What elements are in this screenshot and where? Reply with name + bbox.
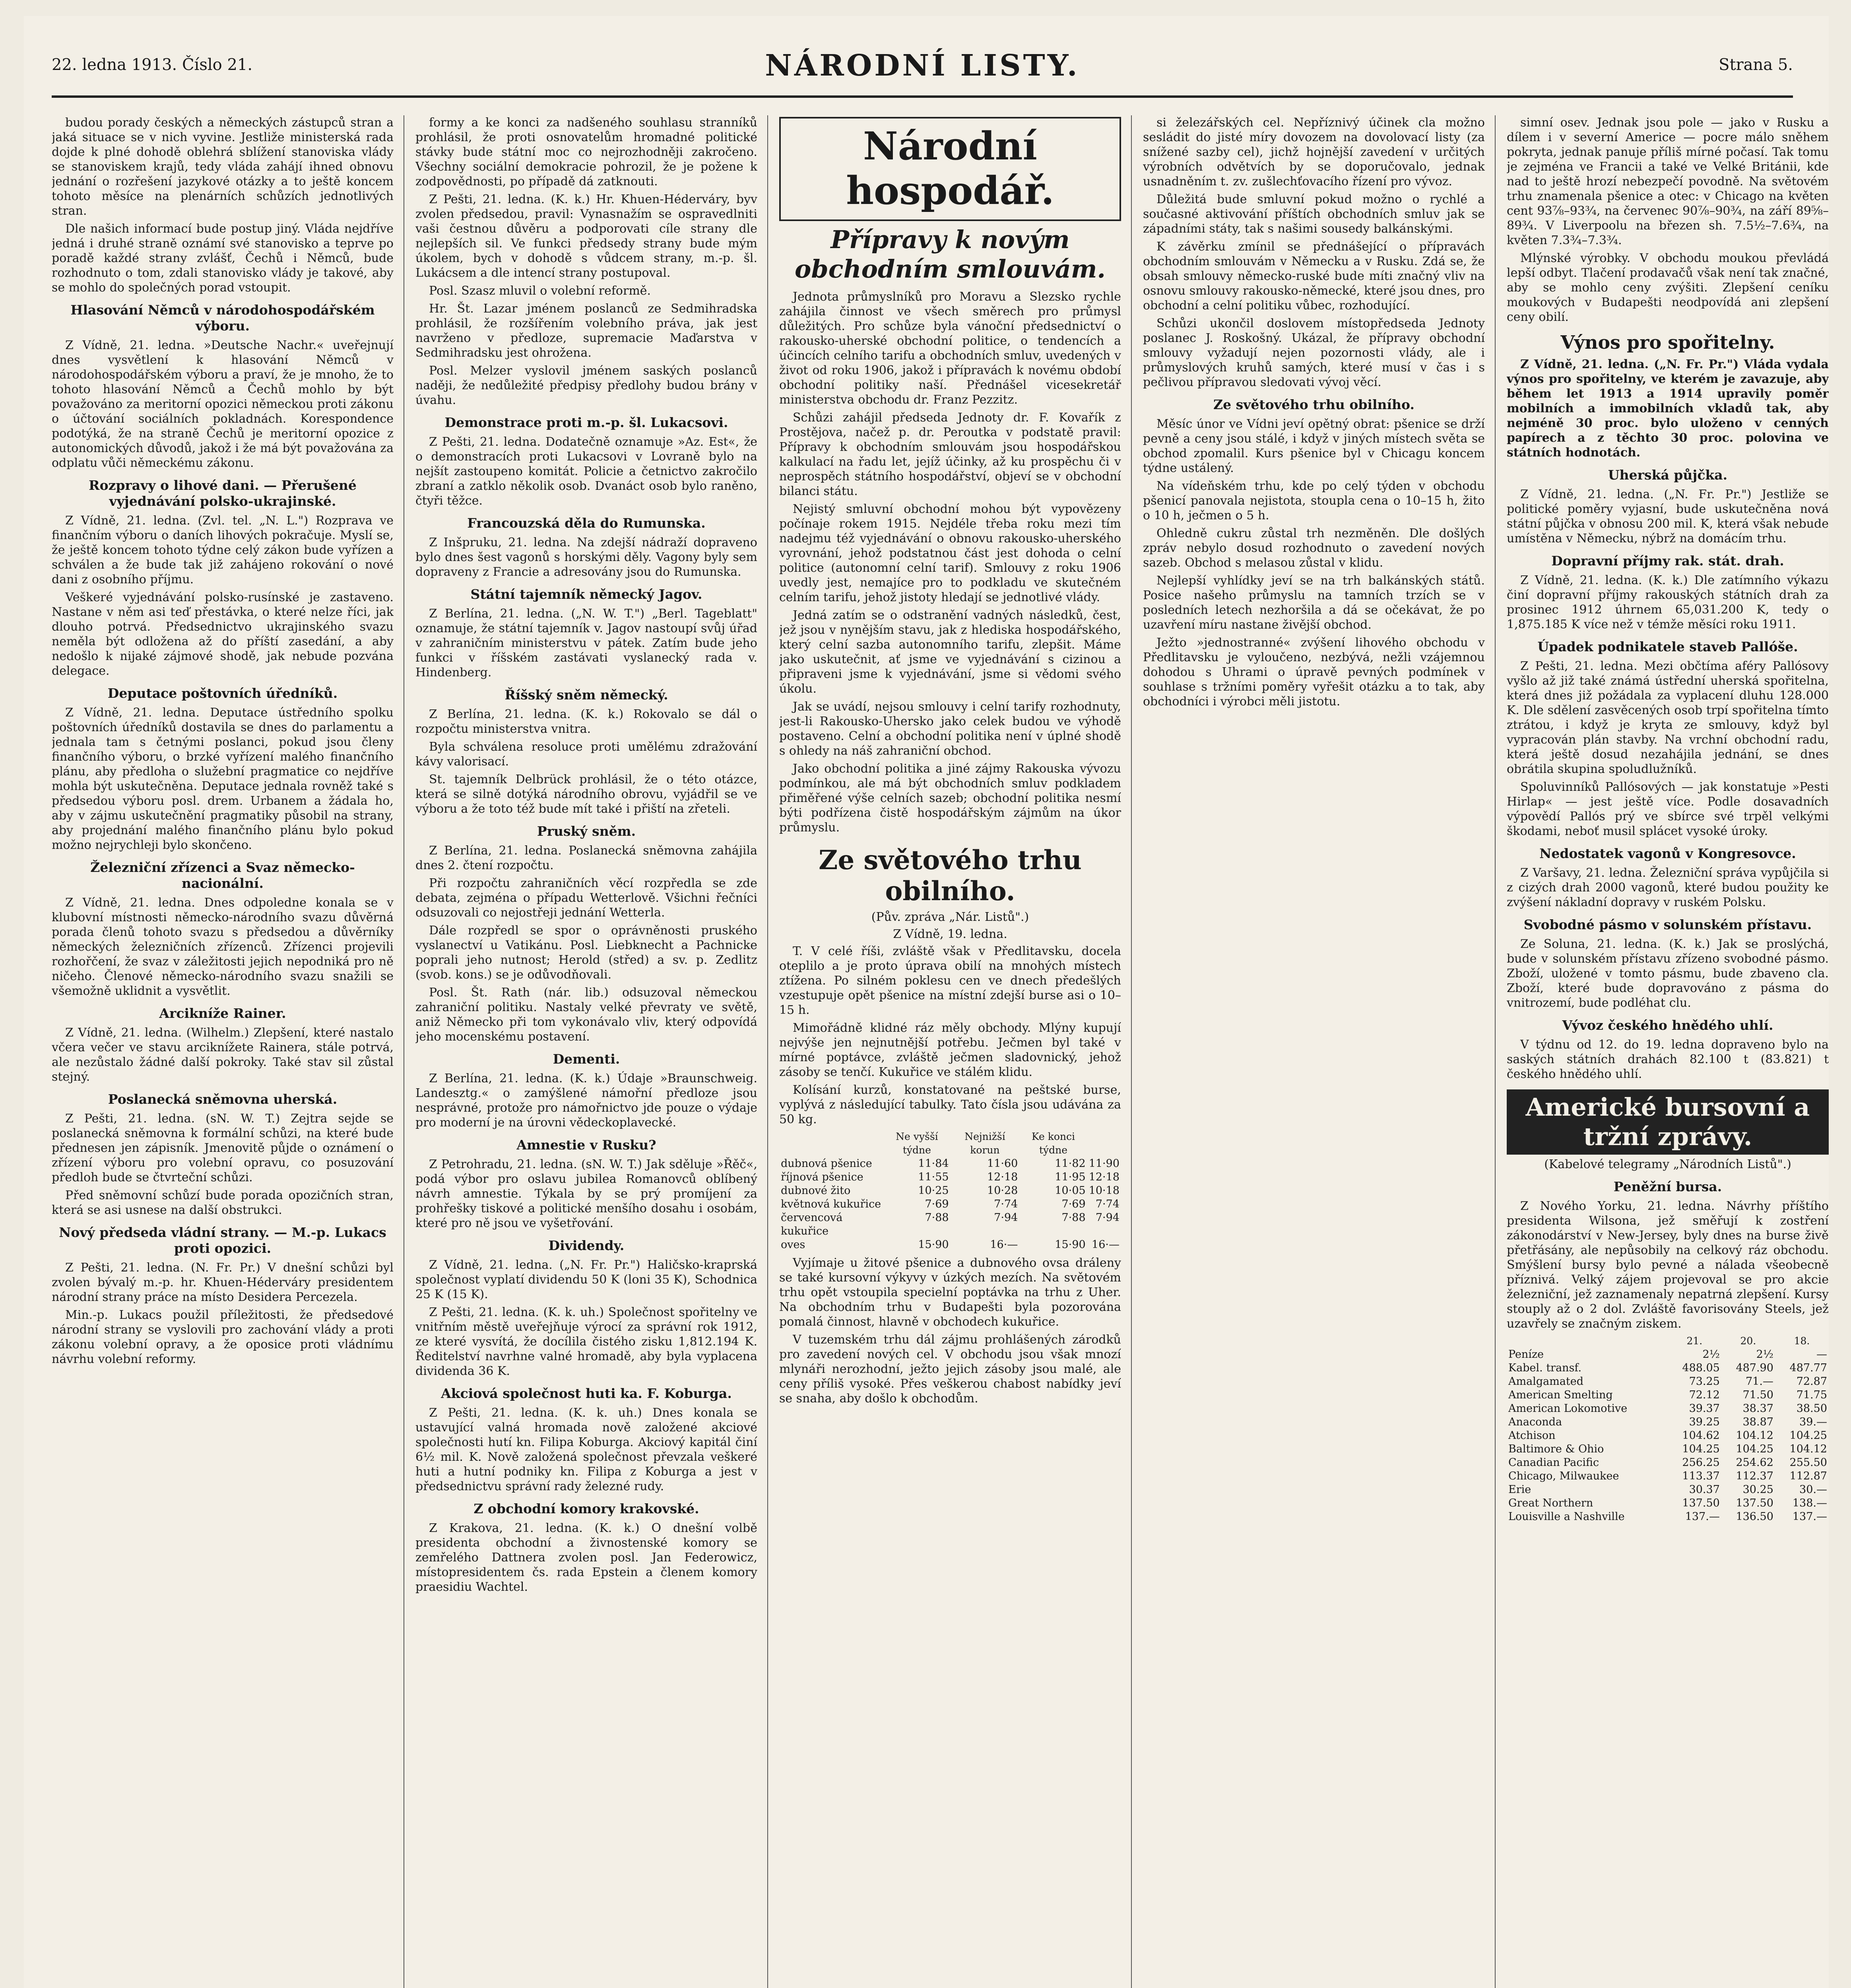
paragraph: Dle našich informací bude postup jiný. Vláda nejdříve jedná i druhé straně oznámí své stanovisko a teprve po poradě každé strany zvlášť, Čechů i Němců, bude rozhodnuto o tom, zdali stanovisko vlády je takové, aby se mohlo do společných porad vstoupit. bbox=[52, 222, 394, 295]
article-heading: Rozpravy o lihové dani. — Přerušené vyjednávání polsko-ukrajinské. bbox=[89, 478, 357, 509]
table-row bbox=[1507, 1402, 1829, 1415]
article-heading: Státní tajemník německý Jagov. bbox=[470, 586, 702, 602]
table-cell: 10·05 bbox=[1055, 1184, 1086, 1197]
section-title: Národní hospodář. bbox=[779, 117, 1121, 221]
table-cell: 104.12 bbox=[1736, 1429, 1773, 1442]
paragraph: Vyjímaje u žitové pšenice a dubnového ovsa dráleny se také kursovní výkyvy v úzkých mezích. Na světovém trhu opět vstoupila specielní poptávka na trhu z Uher. Na obchodním trhu v Budapešti byla pozorována pomalá činnost, hlavně v obchodech kukuřice. bbox=[779, 1256, 1121, 1329]
table-cell: Peníze bbox=[1508, 1348, 1544, 1361]
paragraph: Jedná zatím se o odstranění vadných následků, čest, jež jsou v nynějším stavu, jak z hlediska hospodářského, který celní sazba autonomního tarifu, zlepšit. Máme jako uskutečnit, ať jsme ve vyjednávání s cizinou a připraveni jsme k vyjednávání, jsme si vědomi svého úkolu. bbox=[779, 608, 1121, 696]
newspaper-title: NÁRODNÍ LISTY. bbox=[765, 49, 1080, 83]
paragraph: K závěrku zmínil se přednášející o přípravách obchodním smlouvám v Německu a v Rusku. Zdá se, že obsah smlouvy německo-ruské bude míti značný vliv na osnovu smlouvy rakousko-německé, které jsou dnes, pro obchodní a celní politiku vůbec, rozhodující. bbox=[1143, 240, 1485, 313]
newspaper-page bbox=[24, 16, 1829, 1988]
section-banner: Americké bursovní a tržní zprávy. bbox=[1507, 1089, 1829, 1155]
paragraph: Jako obchodní politika a jiné zájmy Rakouska vývozu podmínkou, ale má být obchodních smluv podkladem přiměřené výše celních sazeb; obchodní politika nesmí býti podřízena čistě hospodářským zájmům na úkor průmyslu. bbox=[779, 762, 1121, 835]
paragraph: Jak se uvádí, nejsou smlouvy i celní tarify rozhodnuty, jest-li Rakousko-Uhersko jako celek budou ve výhodě postaveno. Celní a obchodní politika není v úplné shodě s ohledy na náš zahraniční obchod. bbox=[779, 700, 1121, 758]
table-row bbox=[1507, 1470, 1829, 1483]
table-cell: 10·25 bbox=[918, 1184, 949, 1197]
table-row bbox=[779, 1184, 1121, 1198]
paragraph: Z Pešti, 21. ledna. (K. k. uh.) Společnost spořitelny ve vnitřním městě uveřejňuje výrocí za správní rok 1912, ze které vysvítá, že docílila čistého zisku 1,812.194 K. Ředitelství navrhne valné hromadě, aby byla vyplacena dividenda 36 K. bbox=[415, 1305, 757, 1378]
table-cell: Kabel. transf. bbox=[1508, 1362, 1582, 1374]
table-cell: květnová kukuřice bbox=[781, 1198, 881, 1210]
table-cell: 71.— bbox=[1745, 1375, 1773, 1388]
table-cell: — bbox=[1816, 1348, 1827, 1361]
article-heading: Demonstrace proti m.-p. šl. Lukacsovi. bbox=[444, 415, 728, 430]
paragraph: Z Pešti, 21. ledna. Mezi občtíma aféry Pallósovy vyšlo až již také známá ústřední uherská spořitelna, která dnes již požádala za vyplacení dluhu 128.000 K. Dle sdělení zasvěcených osob trpí spořitelna tímto ztrátou, i když je kryta ze smlouvy, když byl vypracován plán stavby. Na vrchní obchodní radu, která ještě dosud nezahájila jednání, se dnes obrátila skupina spoludlužníků. bbox=[1507, 659, 1829, 776]
table-cell: 71.50 bbox=[1742, 1389, 1773, 1401]
table-row bbox=[1507, 1415, 1829, 1429]
paragraph: formy a ke konci za nadšeného souhlasu stranníků prohlásil, že proti osnovatelům hromadné politické stávky bude státní moc co nejrozhodněji zakročeno. Všechny sociální demokracie pohrozil, že je požene k zodpovědnosti, po případě dá zatknouti. bbox=[415, 116, 757, 188]
table-cell: 255.50 bbox=[1789, 1456, 1827, 1469]
paragraph: Při rozpočtu zahraničních věcí rozpředla se zde debata, zejména o případu Wetterlově. Všichni řečníci odsuzovali co nejostřeji jednání Wetterla. bbox=[415, 876, 757, 920]
paragraph: Na vídeňském trhu, kde po celý týden v obchodu pšenicí panovala nejistota, stoupla cena o 10–15 h, žito o 10 h, ječmen o 5 h. bbox=[1143, 479, 1485, 522]
table-cell: 488.05 bbox=[1682, 1362, 1720, 1374]
paragraph: Z Pešti, 21. ledna. (sN. W. T.) Zejtra sejde se poslanecká sněmovna k formální schůzi, na které bude přednesen jen zápisník. Jmenovitě půjde o oznámení o zřízení výboru pro volební opravu, co posuzování předloh bude se čtvrteční schůzi. bbox=[52, 1112, 394, 1184]
table-header-cell: 20. bbox=[1740, 1335, 1756, 1347]
paragraph: V tuzemském trhu dál zájmu prohlášených zárodků pro zavedení nových cel. V obchodu jsou však mnozí mlynáři nerozhodní, ježto jejich zásoby jsou malé, ale ceny příliš vysoké. Přes veškerou chabost nabídky jeví se snaha, aby došlo k obchodům. bbox=[779, 1333, 1121, 1406]
table-cell: říjnová pšenice bbox=[781, 1171, 863, 1183]
paragraph: Z Berlína, 21. ledna. (K. k.) Rokovalo se dál o rozpočtu ministerstva vnitra. bbox=[415, 707, 757, 736]
table-header-cell: Nejnižší korun bbox=[964, 1131, 1005, 1156]
table-cell: 136.50 bbox=[1736, 1510, 1773, 1523]
article-heading: Říšský sněm německý. bbox=[504, 687, 668, 703]
table-cell: American Lokomotive bbox=[1508, 1402, 1628, 1415]
table-cell: Chicago, Milwaukee bbox=[1508, 1470, 1619, 1482]
masthead bbox=[52, 40, 1793, 98]
table-cell: Erie bbox=[1508, 1483, 1531, 1496]
table-cell: 7·74 bbox=[1095, 1198, 1120, 1210]
table-cell: 7·69 bbox=[925, 1198, 949, 1210]
paragraph: Z Petrohradu, 21. ledna. (sN. W. T.) Jak sděluje »Řěč«, podá výbor pro oslavu jubilea Romanovců oblíbený návrh amnestie. Týkala by se prý promíjení za prohřešky tiskové a politické menšího dosahu i osobám, které pro ně jsou ve vyšetřování. bbox=[415, 1157, 757, 1230]
table-cell: 137.50 bbox=[1736, 1497, 1773, 1509]
paragraph: Schůzi ukončil doslovem místopředseda Jednoty poslanec J. Roskošný. Ukázal, že přípravy obchodní smlouvy vyžadují nejen pozornosti vlády, ale i průmyslových kruhů samých, které musí v čas i s pečlivou přípravou sledovati vývoj věcí. bbox=[1143, 316, 1485, 389]
table-cell: červencová kukuřice bbox=[781, 1211, 843, 1237]
article-heading: Železniční zřízenci a Svaz německo-nacionální. bbox=[90, 860, 355, 891]
table-cell: 15·90 bbox=[1055, 1239, 1086, 1251]
table-row bbox=[1507, 1375, 1829, 1388]
paragraph: Ohledně cukru zůstal trh nezměněn. Dle došlých zpráv nebylo dosud rozhodnuto o zavedení nových sazeb. Obchod s melasou zůstal v klidu. bbox=[1143, 526, 1485, 570]
source-note: (Pův. zpráva „Nár. Listů".) bbox=[871, 910, 1029, 924]
paragraph: Z Pešti, 21. ledna. (N. Fr. Pr.) V dnešní schůzi byl zvolen bývalý m.-p. hr. Khuen-Héderváry presidentem národní strany práce na místo Desidera Percezela. bbox=[52, 1261, 394, 1304]
article-heading: Pruský sněm. bbox=[537, 823, 636, 839]
table-cell: Louisville a Nashville bbox=[1508, 1510, 1625, 1523]
table-header-cell bbox=[1507, 1334, 1668, 1348]
article-heading: Dopravní příjmy rak. stát. drah. bbox=[1551, 553, 1784, 569]
article-heading: Deputace poštovních úředníků. bbox=[107, 685, 338, 701]
paragraph: Z Vídně, 21. ledna. Dnes odpoledne konala se v klubovní místnosti německo-národního svazu důvěrná porada členů tohoto svazu s předsedou a důvěrníky německých železničních zřízenců. Zřízenci projevili rozhořčení, že svaz v záležitosti jejich nepodniká pro ně ničeho. Členové německo-národního svazu snažili se všemožně uklidnit a vysvětlit. bbox=[52, 896, 394, 998]
article-heading: Nový předseda vládní strany. — M.-p. Lukacs proti opozici. bbox=[59, 1225, 386, 1256]
table-cell: 38.50 bbox=[1796, 1402, 1827, 1415]
paragraph: Nejlepší vyhlídky jeví se na trh balkánských států. Posice našeho průmyslu na tamních trzích se v posledních letech nezhoršila a dá se očekávat, že po uzavření míru nastane živější obchod. bbox=[1143, 574, 1485, 632]
column-4 bbox=[1143, 115, 1485, 1988]
table-cell: 256.25 bbox=[1682, 1456, 1720, 1469]
table-cell: 7·88 bbox=[1061, 1211, 1086, 1224]
paragraph: Jednota průmyslníků pro Moravu a Slezsko rychle zahájila činnost ve všech směrech pro průmysl důležitých. Pro schůze byla vánoční předsednictví o rakousko-uherské obchodní politice, o tendencích a účincích celního tarifu a obchodních smluv, uvedených v život od roku 1906, jakož i přípravách k novému období obchodní politiky naší. Přednášel vicesekretář ministerstva obchodu dr. Franz Pezzitz. bbox=[779, 290, 1121, 407]
paragraph: Před sněmovní schůzí bude porada opozičních stran, která se asi usnese na další obstrukci. bbox=[52, 1188, 394, 1217]
article-heading: Arcikníže Rainer. bbox=[159, 1006, 286, 1021]
table-row bbox=[779, 1171, 1121, 1184]
paragraph: Z Berlína, 21. ledna. Poslanecká sněmovna zahájila dnes 2. čtení rozpočtu. bbox=[415, 844, 757, 872]
table-cell: 137.— bbox=[1685, 1510, 1720, 1523]
paragraph: Kolísání kurzů, konstatované na peštské burse, vyplývá z následující tabulky. Tato čísla jsou udávána za 50 kg. bbox=[779, 1083, 1121, 1126]
table-cell: 138.— bbox=[1792, 1497, 1827, 1509]
table-cell: 7·74 bbox=[994, 1198, 1018, 1210]
table-cell: 39.37 bbox=[1689, 1402, 1720, 1415]
table-cell: 73.25 bbox=[1689, 1375, 1720, 1388]
table-cell: Great Northern bbox=[1508, 1497, 1593, 1509]
table-cell: 30.— bbox=[1799, 1483, 1827, 1496]
paragraph: Z Vídně, 21. ledna. »Deutsche Nachr.« uveřejnují dnes vysvětlení k hlasování Němců v národohospodářském výboru a praví, že je mnoho, že to tohoto hlasování Němců a Čechů mohlo by být považováno za meritorní opozici německou proti zákonu o účtování sociálních pokladnách. Korespondence podotýká, že na straně Čechů je meritorní opozice z autonomických důvodů, jakož i že má být považována za odplatu vůči německému zákonu. bbox=[52, 338, 394, 470]
table-row bbox=[1507, 1388, 1829, 1402]
table-cell: 487.77 bbox=[1789, 1362, 1827, 1374]
paragraph: Z Inšpruku, 21. ledna. Na zdejší nádraží dopraveno bylo dnes šest vagonů s horskými děly. Vagony byly sem dopraveny z Francie a adresovány jsou do Rumunska. bbox=[415, 536, 757, 579]
table-header-cell bbox=[779, 1130, 883, 1157]
table-cell: 137.— bbox=[1792, 1510, 1827, 1523]
table-header-cell: Ne vyšší týdne bbox=[896, 1131, 938, 1156]
table-header-cell: 18. bbox=[1794, 1335, 1810, 1347]
article-heading: Výnos pro spořitelny. bbox=[1560, 332, 1775, 353]
table-row bbox=[779, 1198, 1121, 1211]
paragraph: Z Vídně, 21. ledna. Deputace ústředního spolku poštovních úředníků dostavila se dnes do parlamentu a jednala tam s četnými poslanci, pokud jsou členy finančního výboru, o brzké vyřízení malého finančního plánu, aby předloha o služební pragmatice co nejdříve mohla být uskutečněna. Deputace jednala rovněž také s předsedou výboru posl. drem. Urbanem a žádala ho, aby v zájmu uskutečnění pragmatiky působil na strany, aby projednání malého finančního plánu bylo pokud možno nejrychleji bylo skončeno. bbox=[52, 706, 394, 852]
table-row bbox=[779, 1211, 1121, 1238]
table-row bbox=[1507, 1456, 1829, 1470]
table-cell: American Smelting bbox=[1508, 1389, 1613, 1401]
grain-price-table bbox=[779, 1130, 1121, 1252]
table-cell: 16·— bbox=[1092, 1239, 1120, 1251]
article-heading: Ze světového trhu obilního. bbox=[1213, 397, 1414, 412]
paragraph: simní osev. Jednak jsou pole — jako v Rusku a dílem i v severní Americe — pocre málo sněhem pokryta, jednak panuje příliš mírné počasí. Tak tomu je zejména ve Francii a také ve Velké Británii, kde nad to ještě hrozí nebezpečí povodně. Na světovém trhu znamenala pšenice a otec: v Chicago na květen cent 93⅞–93¾, na červenec 90⅞–90¾, na září 89⅝–89¾. V Liverpoolu na březen sh. 7.5½–7.6¾, na květen 7.3¾–7.3¾. bbox=[1507, 116, 1829, 247]
article-heading: Dividendy. bbox=[548, 1238, 625, 1253]
table-cell: 7·94 bbox=[994, 1211, 1018, 1224]
column-1 bbox=[52, 115, 394, 1988]
article-title: Přípravy k novým obchodním smlouvám. bbox=[795, 225, 1106, 283]
table-cell: 7·88 bbox=[925, 1211, 949, 1224]
article-heading: Z obchodní komory krakovské. bbox=[473, 1501, 699, 1516]
table-cell: 104.25 bbox=[1682, 1443, 1720, 1455]
column-5 bbox=[1507, 115, 1829, 1988]
paragraph: Měsíc únor ve Vídni jeví opětný obrat: pšenice se drží pevně a ceny jsou stálé, i když v jiných místech světa se obchod zpomalil. Kurs pšenice byl v Chicagu koncem týdne ustálený. bbox=[1143, 417, 1485, 475]
article-heading: Uherská půjčka. bbox=[1608, 467, 1728, 483]
paragraph: Veškeré vyjednávání polsko-rusínské je zastaveno. Nastane v něm asi teď přestávka, o které nelze říci, jak dlouho potrvá. Předsednictvo ukrajinského svazu neměla být odložena až do příští zasedání, a aby nedošlo k nijaké zájmové shodě, jak nebude pozvána delegace. bbox=[52, 590, 394, 678]
paragraph: Z Berlína, 21. ledna. (K. k.) Údaje »Braunschweig. Landesztg.« o zamýšlené námořní předloze jsou nesprávné, protože pro námořnictvo jde pouze o výdaje pro moderní je na úrovni vědeckoplavecké. bbox=[415, 1072, 757, 1130]
issue-date: 22. ledna 1913. Číslo 21. bbox=[52, 56, 253, 74]
table-cell: 30.37 bbox=[1689, 1483, 1720, 1496]
table-cell: oves bbox=[781, 1239, 805, 1251]
table-cell: 11·55 bbox=[918, 1171, 949, 1183]
paragraph: Posl. Št. Rath (nár. lib.) odsuzoval německou zahraniční politiku. Nastaly velké převraty ve světě, aniž Německo při tom vykonávalo vliv, který odpovídá jeho mocenskému postavení. bbox=[415, 986, 757, 1044]
paragraph: Z Vídně, 21. ledna. („N. Fr. Pr.") Vláda vydala výnos pro spořitelny, ve kterém je zavazuje, aby během let 1913 a 1914 upravily poměr mobilních a immobilních vkladů tak, aby nejméně 30 proc. bylo uloženo v cenných papírech a z těchto 30 proc. polovina ve státních hodnotách. bbox=[1507, 357, 1829, 460]
table-row bbox=[779, 1238, 1121, 1252]
paragraph: Mlýnské výrobky. V obchodu moukou převládá lepší odbyt. Tlačení prodavačů však není tak značné, aby se mohlo ceny zvýšiti. Zlepšení ceníku moukových v Budapešti neodpovídá ani zlepšení ceny obilí. bbox=[1507, 251, 1829, 324]
table-cell: 30.25 bbox=[1742, 1483, 1773, 1496]
table-row bbox=[1507, 1442, 1829, 1456]
paragraph: Byla schválena resoluce proti umělému zdražování kávy valorisací. bbox=[415, 740, 757, 769]
paragraph: Z Berlína, 21. ledna. („N. W. T.") „Berl. Tageblatt" oznamuje, že státní tajemník v. Jagov nastoupí svůj úřad v zahraničním ministerstvu v pátek. Zatím bude jeho funkci v říšském zastávati vyslanecký rada v. Hindenberg. bbox=[415, 607, 757, 679]
article-heading: Poslanecká sněmovna uherská. bbox=[108, 1091, 338, 1107]
table-cell: 12·18 bbox=[1088, 1171, 1120, 1183]
table-cell: 137.50 bbox=[1682, 1497, 1720, 1509]
column-2 bbox=[415, 115, 757, 1988]
paragraph: Z Vídně, 21. ledna. („N. Fr. Pr.") Jestliže se politické poměry vyjasní, bude uskutečněna nová státní půjčka v obnosu 200 mil. K, která však nebude umístěna v Německu, nýbrž na domácím trhu. bbox=[1507, 487, 1829, 546]
stock-quotes-table bbox=[1507, 1334, 1829, 1524]
article-heading: Francouzská děla do Rumunska. bbox=[467, 515, 706, 531]
paragraph: Z Vídně, 21. ledna. (Zvl. tel. „N. L.") Rozprava ve finančním výboru o daních lihových pokračuje. Myslí se, že ještě koncem tohoto týdne celý zákon bude vyřízen a schválen a že bude tak již zahájeno rokování o nové dani z osobního příjmu. bbox=[52, 514, 394, 586]
paragraph: T. V celé říši, zvláště však v Předlitavsku, docela oteplilo a je proto úprava obilí na mnohých místech ztížena. Po silném poklesu cen ve dnech předešlých vzestupuje opět pšenice na místní zdejší burse asi o 10–15 h. bbox=[779, 944, 1121, 1017]
article-heading: Amnestie v Rusku? bbox=[516, 1137, 656, 1153]
article-heading: Peněžní bursa. bbox=[1613, 1179, 1722, 1194]
table-cell: 7·94 bbox=[1095, 1211, 1120, 1224]
table-header-cell: 21. bbox=[1686, 1335, 1703, 1347]
paragraph: Ze Soluna, 21. ledna. (K. k.) Jak se proslýchá, bude v solunském přístavu zřízeno svobodné pásmo. Zboží, uložené v tomto pásmu, bude zbaveno cla. Zboží, které bude dopravováno z pásma do vnitrozemí, bude podléhat clu. bbox=[1507, 937, 1829, 1010]
table-cell: 11·82 bbox=[1055, 1157, 1086, 1170]
table-cell: 104.62 bbox=[1682, 1429, 1720, 1442]
paragraph: Spoluvinníků Pallósových — jak konstatuje »Pesti Hirlap« — jest ještě více. Podle dosavadních výpovědí Pallós prý ve sbírce své trpěl velkými škodami, neboť musil splácet vysoké úroky. bbox=[1507, 780, 1829, 838]
paragraph: Mimořádně klidné ráz měly obchody. Mlýny kupují nejvýše jen nejnutnější potřebu. Ječmen byl také v mírné poptávce, zvláště ječmen sladovnický, jehož zásoby se tenčí. Kukuřice ve stálém klidu. bbox=[779, 1021, 1121, 1079]
paragraph: si železářských cel. Nepříznivý účinek cla možno sesládit do jisté míry dovozem na dovolovací listy (za snížené sazby cel), jichž hojnější zavedení v určitých výrobních odvětvích by se doporučovalo, jednak usnadněním t. zv. zušlechťovacího řízení pro vývoz. bbox=[1143, 116, 1485, 188]
table-cell: 112.37 bbox=[1736, 1470, 1773, 1482]
table-cell: 104.25 bbox=[1789, 1429, 1827, 1442]
table-row bbox=[1507, 1510, 1829, 1524]
table-cell: 7·69 bbox=[1061, 1198, 1086, 1210]
column-3 bbox=[779, 115, 1121, 1988]
table-header-row bbox=[779, 1130, 1121, 1157]
paragraph: Dále rozpředl se spor o oprávněnosti pruského vyslanectví u Vatikánu. Posl. Liebknecht a Pachnicke poprali jeho nutnost; Herold (střed) a sv. p. Zedlitz (svob. kons.) se je odůvodňovali. bbox=[415, 924, 757, 982]
paragraph: Ježto »jednostranné« zvýšení lihového obchodu v Předlitavsku je vyloučeno, nezbývá, nežli vzájemnou dohodou s Uhrami o úpravě pevných podmínek v souhlase s tržními poměry vyřešit otázku a to tak, aby obchodníci i výrobci měli jistotu. bbox=[1143, 636, 1485, 709]
table-cell: 11·60 bbox=[987, 1157, 1018, 1170]
table-cell: 10·28 bbox=[987, 1184, 1018, 1197]
paragraph: Hr. Št. Lazar jménem poslanců ze Sedmihradska prohlásil, že rozšířením volebního práva, jak jest navrženo v předloze, supremacie Maďarstva v Sedmihradsku jest ohrožena. bbox=[415, 302, 757, 360]
article-title: Ze světového trhu obilního. bbox=[819, 845, 1082, 907]
paragraph: Z Nového Yorku, 21. ledna. Návrhy příštího presidenta Wilsona, jež směřují k zostření zákonodárství v New-Jersey, byly dnes na burse živě přetřásány, ale nepůsobily na celkový ráz obchodu. Smýšlení bursy bylo pevné a nálada všeobecně příznivá. Velký zájem projevoval se pro akcie železniční, jež zaznamenaly nepatrná zlepšení. Kursy stouply až o 2 dol. Zvláště favorisovány Steels, jež uzavřely se značným ziskem. bbox=[1507, 1199, 1829, 1331]
table-cell: 15·90 bbox=[918, 1239, 949, 1251]
paragraph: Z Vídně, 21. ledna. („N. Fr. Pr.") Haličsko-kraprská společnost vyplatí dividendu 50 K (loni 35 K), Schodnica 25 K (15 K). bbox=[415, 1258, 757, 1301]
table-cell: 39.— bbox=[1799, 1416, 1827, 1428]
article-heading: Nedostatek vagonů v Kongresovce. bbox=[1539, 846, 1796, 861]
paragraph: budou porady českých a německých zástupců stran a jaká situace se v nich vyvine. Jestliže ministerská rada dojde k plné dohodě oblehrá sblížení stanoviska vlády se stanoviskem krajů, tedy vláda zahájí ihned obnovu jednání o rozřešení jazykové otázky a to ještě koncem tohoto měsíce na plenárních schůzích jednotlivých stran. bbox=[52, 116, 394, 218]
table-row bbox=[1507, 1483, 1829, 1497]
table-cell: 38.87 bbox=[1742, 1416, 1773, 1428]
table-cell: dubnové žito bbox=[781, 1184, 851, 1197]
table-cell: Baltimore & Ohio bbox=[1508, 1443, 1604, 1455]
paragraph: Z Vídně, 21. ledna. (K. k.) Dle zatímního výkazu činí dopravní příjmy rakouských státních drah za prosinec 1912 úhrnem 65,031.200 K, tedy o 1,875.185 K více než v témže měsíci roku 1911. bbox=[1507, 573, 1829, 631]
table-cell: 11·90 bbox=[1088, 1157, 1120, 1170]
paragraph: Důležitá bude smluvní pokud možno o rychlé a současné aktivování příštích obchodních smluv jak se západními státy, tak s našimi sousedy balkánskými. bbox=[1143, 192, 1485, 236]
source-note: (Kabelové telegramy „Národních Listů".) bbox=[1544, 1157, 1791, 1171]
table-cell: Anaconda bbox=[1508, 1416, 1562, 1428]
paragraph: Nejistý smluvní obchodní mohou být vypovězeny počínaje rokem 1915. Nejdéle třeba roku mezi tím nadejmu též vyjednávání o obnovu rakousko-uherského vyrovnání, jehož podstatnou část jest dohoda o celní politice (autonomní celní tarif). Smlouvy z roku 1906 uvedly jest, nemajíce pro to podkladu ve skutečném celním tarifu, jehož jistoty hledají se jednotlivé vlády. bbox=[779, 502, 1121, 604]
paragraph: Posl. Melzer vyslovil jménem saských poslanců naději, že nedůležité předpisy předlohy budou brány v úvahu. bbox=[415, 364, 757, 407]
table-cell: Canadian Pacific bbox=[1508, 1456, 1599, 1469]
table-header-cell: Ke konci týdne bbox=[1031, 1131, 1075, 1156]
dateline: Z Vídně, 19. ledna. bbox=[893, 927, 1007, 941]
table-cell: 487.90 bbox=[1736, 1362, 1773, 1374]
table-cell: 39.25 bbox=[1689, 1416, 1720, 1428]
table-cell: 104.12 bbox=[1789, 1443, 1827, 1455]
article-heading: Úpadek podnikatele staveb Pallóše. bbox=[1537, 639, 1798, 654]
table-cell: 254.62 bbox=[1736, 1456, 1773, 1469]
paragraph: Schůzi zahájil předseda Jednoty dr. F. Kovařík z Prostějova, načež p. dr. Peroutka v podstatě pravil: Přípravy k obchodním smlouvám jsou hospodářskou kalkulací na řadu let, jejíž účinky, až ku prospěchu či v neprospěch státního hospodářství, objeví se v obchodní bilanci státu. bbox=[779, 411, 1121, 498]
table-cell: 113.37 bbox=[1682, 1470, 1720, 1482]
table-cell: 12·18 bbox=[987, 1171, 1018, 1183]
paragraph: Posl. Szasz mluvil o volební reformě. bbox=[429, 284, 651, 298]
table-cell: 72.12 bbox=[1689, 1389, 1720, 1401]
table-header-row bbox=[1507, 1334, 1829, 1348]
paragraph: Z Varšavy, 21. ledna. Železniční správa vypůjčila si z cizých drah 2000 vagonů, které budou použity ke zvýšení nákladní dopravy v ruském Polsku. bbox=[1507, 866, 1829, 909]
table-cell: 72.87 bbox=[1796, 1375, 1827, 1388]
table-cell: 112.87 bbox=[1789, 1470, 1827, 1482]
article-heading: Akciová společnost huti ka. F. Koburga. bbox=[441, 1386, 732, 1401]
paragraph: Z Vídně, 21. ledna. (Wilhelm.) Zlepšení, které nastalo včera večer ve stavu arciknížete Rainera, stále potrvá, ale nezůstalo žádné další pokroky. Také stav sil zůstal stejný. bbox=[52, 1026, 394, 1084]
table-cell: Amalgamated bbox=[1508, 1375, 1584, 1388]
column-divider bbox=[1131, 115, 1132, 1988]
table-cell: 11·84 bbox=[918, 1157, 949, 1170]
page-number: Strana 5. bbox=[1719, 56, 1793, 74]
table-row bbox=[1507, 1361, 1829, 1375]
paragraph: St. tajemník Delbrück prohlásil, že o této otázce, která se silně dotýká národního obrovu, vyjádřil se ve výboru a že toto též bude mít také i přiští na zřeteli. bbox=[415, 773, 757, 816]
table-row bbox=[1507, 1429, 1829, 1442]
table-cell: 2½ bbox=[1702, 1348, 1720, 1361]
table-row bbox=[779, 1157, 1121, 1171]
paragraph: Min.-p. Lukacs použil příležitosti, že předsedové národní strany se vyslovili pro zachování vlády a proti zákonu volební opravy, a že oposice proti vládnímu návrhu volební reformy. bbox=[52, 1308, 394, 1366]
paragraph: Z Pešti, 21. ledna. (K. k.) Hr. Khuen-Héderváry, byv zvolen předsedou, pravil: Vynasnažím se ospravedlniti vaši čestnou důvěru a podporovati cíle strany dle nejlepších sil. Ve funkci předsedy strany bude mým úkolem, bych v dohodě s vůdcem strany, m.-p. šl. Lukácsem a dle intencí strany postupoval. bbox=[415, 192, 757, 280]
article-heading: Svobodné pásmo v solunském přístavu. bbox=[1523, 917, 1812, 932]
table-cell: 11·95 bbox=[1055, 1171, 1086, 1183]
table-cell: 38.37 bbox=[1742, 1402, 1773, 1415]
article-heading: Dementi. bbox=[553, 1051, 620, 1067]
paragraph: Z Pešti, 21. ledna. (K. k. uh.) Dnes konala se ustavující valná hromada nově založené akciové společnosti hutí kn. Filipa Koburga. Akciový kapitál činí 6½ mil. K. Nově založená společnost převzala veškeré huti a hutní podniky kn. Filipa z Koburga a jest v předsednictvu správní rady železné rudy. bbox=[415, 1406, 757, 1493]
paragraph: V týdnu od 12. do 19. ledna dopraveno bylo na saských státních drahách 82.100 t (83.821) t českého hnědého uhlí. bbox=[1507, 1038, 1829, 1081]
column-divider bbox=[767, 115, 768, 1988]
paragraph: Z Pešti, 21. ledna. Dodatečně oznamuje »Az. Est«, že o demonstracích proti Lukacsovi v Lovraně bylo na nejšít zastoupeno komitát. Policie a četnictvo zakročilo zbraní a zatklo několik osob. Dvanáct osob bylo raněno, čtyři těžce. bbox=[415, 435, 757, 508]
table-cell: 104.25 bbox=[1736, 1443, 1773, 1455]
table-cell: Atchison bbox=[1508, 1429, 1556, 1442]
table-cell: 2½ bbox=[1756, 1348, 1773, 1361]
article-heading: Vývoz českého hnědého uhlí. bbox=[1562, 1017, 1773, 1033]
table-cell: 16·— bbox=[990, 1239, 1018, 1251]
table-row bbox=[1507, 1348, 1829, 1361]
column-divider bbox=[1495, 115, 1496, 1988]
table-cell: 10·18 bbox=[1088, 1184, 1120, 1197]
table-cell: dubnová pšenice bbox=[781, 1157, 872, 1170]
table-cell: 71.75 bbox=[1796, 1389, 1827, 1401]
article-heading: Hlasování Němců v národohospodářském výboru. bbox=[70, 302, 375, 334]
paragraph: Z Krakova, 21. ledna. (K. k.) O dnešní volbě presidenta obchodní a živnostenské komory se zemřelého Dattnera zvolen posl. Jan Federowicz, místopresidentem čs. rada Epstein a členem komory praesidiu Wachtel. bbox=[415, 1521, 757, 1594]
table-row bbox=[1507, 1497, 1829, 1510]
